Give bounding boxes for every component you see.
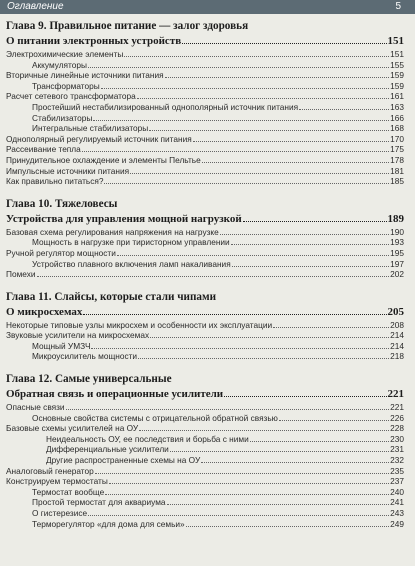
toc-entry-title: Однополярный регулируемый источник питания bbox=[6, 133, 192, 144]
dot-leader bbox=[83, 313, 386, 315]
toc-entry bbox=[6, 70, 404, 81]
dot-leader bbox=[139, 429, 389, 431]
page-number: 155 bbox=[390, 59, 404, 70]
dot-leader bbox=[101, 87, 390, 89]
page-number: 190 bbox=[390, 226, 404, 237]
page-number: 214 bbox=[390, 330, 404, 341]
chapter-title: Глава 9. Правильное питание — залог здоровья bbox=[6, 20, 249, 32]
page-number: 193 bbox=[390, 237, 404, 248]
page-number: 185 bbox=[390, 176, 404, 187]
toc-entry bbox=[6, 466, 404, 477]
dot-leader bbox=[186, 525, 390, 527]
toc-entry bbox=[6, 123, 404, 134]
toc-entry bbox=[6, 444, 404, 455]
toc-entry-title: Мощный УМЗЧ bbox=[32, 340, 91, 351]
page-number: 218 bbox=[390, 351, 404, 362]
toc-entry-title: Трансформаторы bbox=[32, 80, 100, 91]
page-number: 231 bbox=[390, 444, 404, 455]
page-number: 237 bbox=[390, 476, 404, 487]
dot-leader bbox=[88, 514, 389, 516]
running-header bbox=[0, 0, 415, 14]
page-number: 189 bbox=[387, 212, 404, 225]
header-page-number: 5 bbox=[395, 1, 401, 12]
toc-entry bbox=[6, 455, 404, 466]
toc-entry bbox=[6, 248, 404, 259]
toc-entry bbox=[6, 487, 404, 498]
toc-entry bbox=[6, 497, 404, 508]
toc-entry-title: Вторичные линейные источники питания bbox=[6, 70, 164, 81]
toc-entry bbox=[6, 227, 404, 238]
dot-leader bbox=[109, 482, 389, 484]
dot-leader bbox=[243, 220, 387, 222]
dot-leader bbox=[150, 336, 389, 338]
dot-leader bbox=[224, 395, 386, 397]
toc-entry-title: Неидеальность ОУ, ее последствия и борьба с ними bbox=[46, 433, 249, 444]
part-title bbox=[6, 306, 404, 319]
dot-leader bbox=[279, 419, 389, 421]
page-number: 161 bbox=[390, 91, 404, 102]
page-number: 181 bbox=[390, 165, 404, 176]
toc-entry bbox=[6, 81, 404, 92]
part-title-text: Устройства для управления мощной нагрузкой bbox=[6, 212, 242, 225]
dot-leader bbox=[88, 66, 389, 68]
dot-leader bbox=[299, 108, 389, 110]
dot-leader bbox=[137, 97, 389, 99]
dot-leader bbox=[124, 55, 389, 57]
chapter-title: Глава 11. Слайсы, которые стали чипами bbox=[6, 290, 217, 303]
toc-entry-title: Принудительное охлаждение и элементы Пельтье bbox=[6, 154, 201, 165]
page-number: 202 bbox=[390, 269, 404, 280]
toc-entry bbox=[6, 49, 404, 60]
chapter-section bbox=[6, 291, 404, 362]
toc-entry bbox=[6, 166, 404, 177]
dot-leader bbox=[220, 233, 389, 235]
dot-leader bbox=[93, 119, 389, 121]
page-number: 249 bbox=[390, 518, 404, 529]
part-title-text: О питании электронных устройств bbox=[6, 35, 182, 47]
page-number: 235 bbox=[390, 465, 404, 476]
toc-entry bbox=[6, 155, 404, 166]
toc-entry bbox=[6, 519, 404, 530]
part-title-text: О микросхемах bbox=[6, 305, 83, 318]
toc-entry bbox=[6, 330, 404, 341]
page-number: 232 bbox=[390, 455, 404, 466]
toc-entry-title: Электрохимические элементы bbox=[6, 49, 124, 59]
toc-entry-title: Звуковые усилители на микросхемах bbox=[6, 330, 150, 341]
toc-entry bbox=[6, 60, 404, 71]
dot-leader bbox=[182, 42, 386, 44]
page-number: 151 bbox=[390, 49, 404, 59]
chapter-title: Глава 12. Самые универсальные bbox=[6, 373, 172, 386]
page-number: 221 bbox=[390, 402, 404, 413]
part-title bbox=[6, 388, 404, 401]
part-title-text: Обратная связь и операционные усилители bbox=[6, 388, 224, 401]
toc-entry bbox=[6, 413, 404, 424]
toc-entry-title: Термостат вообще bbox=[32, 486, 105, 497]
dot-leader bbox=[167, 503, 390, 505]
toc-entry-title: Ручной регулятор мощности bbox=[6, 247, 116, 258]
toc-entry-title: Терморегулятор «для дома для семьи» bbox=[32, 518, 185, 529]
toc-entry bbox=[6, 102, 404, 113]
toc-entry bbox=[6, 269, 404, 280]
toc-entry-title: Некоторые типовые узлы микросхем и особенности их эксплуатации bbox=[6, 319, 273, 330]
dot-leader bbox=[232, 265, 389, 267]
page-number: 159 bbox=[390, 80, 404, 91]
toc-entry bbox=[6, 423, 404, 434]
toc-entry bbox=[6, 476, 404, 487]
toc-entry bbox=[6, 402, 404, 413]
toc-entry-title: Аналоговый генератор bbox=[6, 465, 94, 476]
dot-leader bbox=[95, 472, 389, 474]
dot-leader bbox=[273, 326, 389, 328]
toc-entry-title: Простейший нестабилизированный однополярный источник питания bbox=[32, 101, 299, 112]
dot-leader bbox=[117, 254, 389, 256]
toc-entry bbox=[6, 259, 404, 270]
dot-leader bbox=[201, 461, 389, 463]
page-number: 168 bbox=[390, 123, 404, 134]
page-number: 166 bbox=[390, 112, 404, 123]
dot-leader bbox=[202, 161, 389, 163]
toc-entry-title: Базовая схема регулирования напряжения на нагрузке bbox=[6, 226, 219, 237]
toc-entry-title: Аккумуляторы bbox=[32, 59, 87, 70]
dot-leader bbox=[149, 129, 389, 131]
toc-entry-title: Опасные связи bbox=[6, 402, 65, 413]
toc-entry-title: О гистерезисе bbox=[32, 508, 88, 518]
toc-entry-title: Простой термостат для аквариума bbox=[32, 497, 166, 508]
chapter-title: Глава 10. Тяжеловесы bbox=[6, 197, 118, 210]
page-number: 240 bbox=[390, 486, 404, 497]
page-number: 205 bbox=[387, 305, 404, 318]
chapter-section bbox=[6, 373, 404, 529]
page-number: 226 bbox=[390, 412, 404, 423]
dot-leader bbox=[138, 357, 389, 359]
toc-entry-title: Микроусилитель мощности bbox=[32, 351, 138, 362]
chapter-section bbox=[6, 20, 404, 187]
toc-entry-title: Конструируем термостаты bbox=[6, 476, 108, 487]
toc-entry-title: Другие распространенные схемы на ОУ bbox=[46, 455, 201, 466]
toc-entry-title: Основные свойства системы с отрицательной обратной связью bbox=[32, 412, 278, 423]
page-number: 170 bbox=[390, 133, 404, 144]
toc-entry-title: Стабилизаторы bbox=[32, 112, 93, 123]
toc-entry bbox=[6, 508, 404, 519]
dot-leader bbox=[105, 493, 389, 495]
page-number: 221 bbox=[387, 388, 404, 401]
toc-entry-title: Мощность в нагрузке при тиристорном управлении bbox=[32, 237, 230, 248]
page-number: 214 bbox=[390, 340, 404, 351]
part-title bbox=[6, 213, 404, 226]
dot-leader bbox=[82, 150, 389, 152]
dot-leader bbox=[231, 243, 389, 245]
dot-leader bbox=[130, 172, 389, 174]
page-number: 195 bbox=[390, 247, 404, 258]
page-number: 163 bbox=[390, 101, 404, 112]
dot-leader bbox=[250, 440, 389, 442]
toc-entry-title: Импульсные источники питания bbox=[6, 165, 130, 176]
toc-entry bbox=[6, 176, 404, 187]
dot-leader bbox=[165, 76, 390, 78]
table-of-contents bbox=[6, 20, 404, 540]
toc-entry-title: Интегральные стабилизаторы bbox=[32, 123, 149, 134]
toc-entry bbox=[6, 237, 404, 248]
header-title: Оглавление bbox=[7, 1, 64, 12]
page-number: 159 bbox=[390, 70, 404, 81]
toc-entry bbox=[6, 341, 404, 352]
page-number: 228 bbox=[390, 423, 404, 434]
dot-leader bbox=[170, 450, 389, 452]
toc-entry-title: Как правильно питаться? bbox=[6, 176, 104, 187]
page-number: 178 bbox=[390, 154, 404, 165]
dot-leader bbox=[91, 347, 389, 349]
toc-entry bbox=[6, 320, 404, 331]
dot-leader bbox=[66, 408, 390, 410]
part-title bbox=[6, 35, 404, 48]
toc-entry-title: Расчет сетевого трансформатора bbox=[6, 91, 136, 102]
toc-entry-title: Рассеивание тепла bbox=[6, 144, 81, 155]
page-number: 243 bbox=[390, 508, 404, 518]
toc-entry bbox=[6, 434, 404, 445]
toc-entry-title: Устройство плавного включения ламп накаливания bbox=[32, 258, 231, 269]
page-number: 151 bbox=[387, 35, 404, 47]
toc-entry-title: Дифференциальные усилители bbox=[46, 444, 169, 455]
dot-leader bbox=[104, 182, 389, 184]
page-number: 208 bbox=[390, 319, 404, 330]
toc-entry bbox=[6, 91, 404, 102]
dot-leader bbox=[193, 140, 389, 142]
toc-entry bbox=[6, 113, 404, 124]
page-number: 197 bbox=[390, 258, 404, 269]
toc-entry bbox=[6, 351, 404, 362]
toc-entry-title: Помехи bbox=[6, 269, 36, 280]
page-number: 241 bbox=[390, 497, 404, 508]
chapter-section bbox=[6, 198, 404, 280]
toc-entry bbox=[6, 144, 404, 155]
page-number: 175 bbox=[390, 144, 404, 155]
dot-leader bbox=[37, 275, 390, 277]
toc-entry-title: Базовые схемы усилителей на ОУ bbox=[6, 423, 139, 434]
page-number: 230 bbox=[390, 433, 404, 444]
toc-entry bbox=[6, 134, 404, 145]
